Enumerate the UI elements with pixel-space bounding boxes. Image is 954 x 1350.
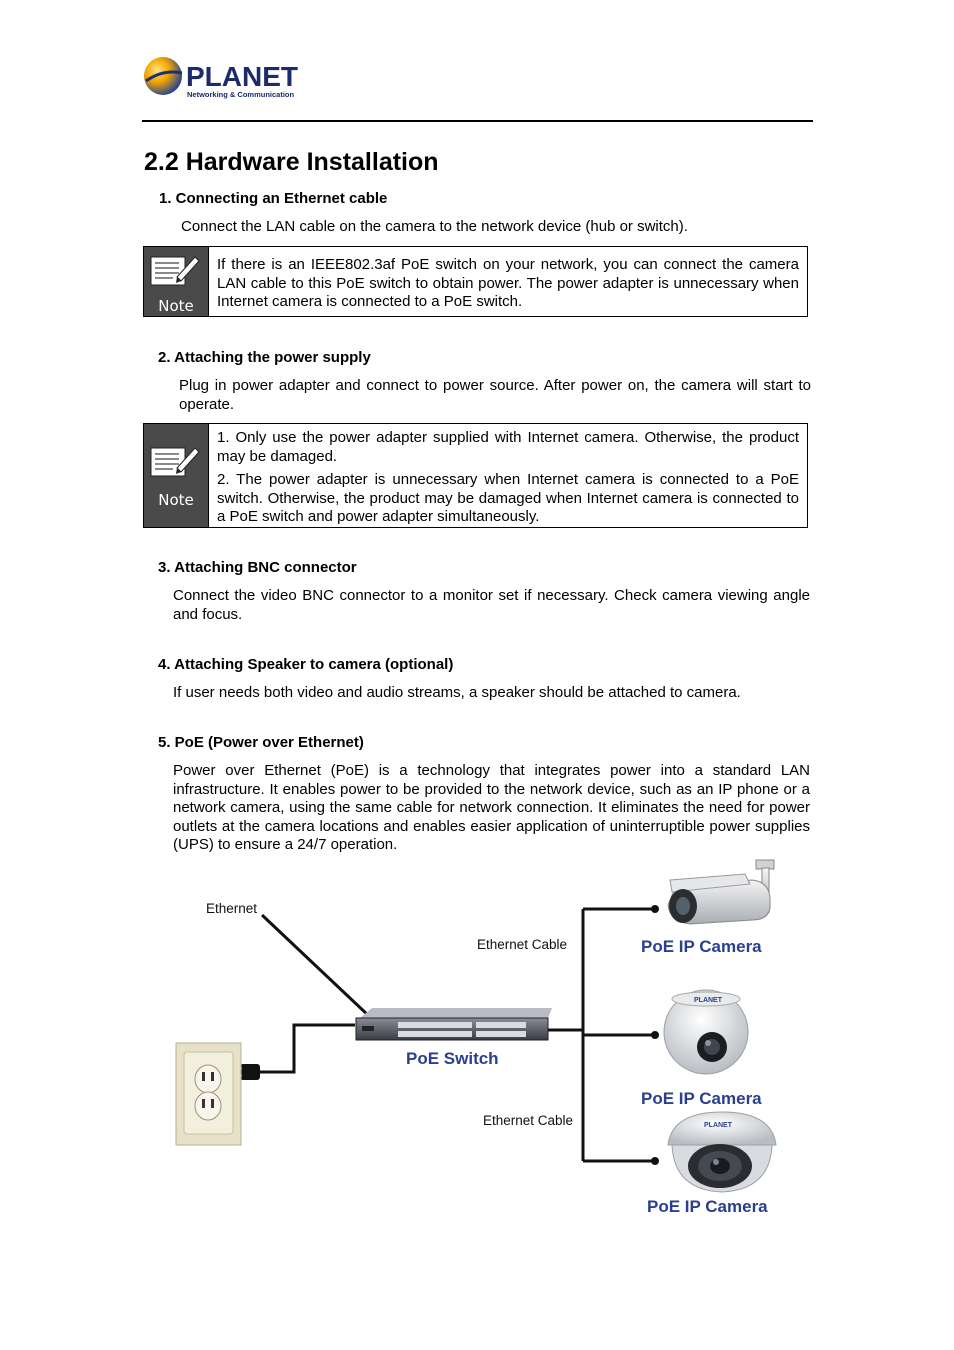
header-divider (142, 120, 813, 122)
note-box-1 (143, 246, 808, 317)
section-1-heading: 1. Connecting an Ethernet cable (159, 190, 388, 207)
page-title: 2.2 Hardware Installation (144, 148, 439, 176)
ir-dome-camera-icon (668, 1112, 776, 1192)
camera-brand: PLANET (694, 997, 722, 1004)
brand-text: PLANET (186, 61, 298, 92)
section-5-heading: 5. PoE (Power over Ethernet) (158, 734, 364, 751)
camera-brand: PLANET (704, 1122, 732, 1129)
section-2-heading: 2. Attaching the power supply (158, 349, 371, 366)
section-2-body: Plug in power adapter and connect to power source. After power on, the camera will start to operate. (179, 377, 811, 413)
note-icon (144, 424, 209, 527)
note-label: Note (158, 297, 194, 315)
section-1-body: Connect the LAN cable on the camera to the network device (hub or switch). (181, 218, 688, 235)
planet-logo (142, 55, 312, 100)
section-3-body: Connect the video BNC connector to a monitor set if necessary. Check camera viewing angle and focus. (173, 587, 810, 623)
section-4-body: If user needs both video and audio streams, a speaker should be attached to camera. (173, 684, 741, 701)
note-icon (144, 247, 209, 316)
brand-tagline: Networking & Communication (187, 90, 295, 99)
power-cable (258, 1025, 355, 1072)
camera-2-label: PoE IP Camera (641, 1089, 762, 1108)
section-5-body: Power over Ethernet (PoE) is a technology that integrates power into a standard LAN infrastructure. It enables power to be provided to the network device, such as an IP phone or a network camera, using the same cable for network connection. It eliminates the need for power outlets at the camera locations and enables easier application of uninterruptible power supplies (UPS) to ensure a 24/7 operation. (173, 762, 810, 854)
ethernet-label: Ethernet (206, 901, 258, 916)
note-label: Note (158, 491, 194, 509)
note-box-2 (143, 423, 808, 528)
camera-1-label: PoE IP Camera (641, 937, 762, 956)
note-paragraph: If there is an IEEE802.3af PoE switch on your network, you can connect the camera LAN cable to this PoE switch to obtain power. The power adapter is unnecessary when Internet camera is connected to a PoE switch. (217, 256, 799, 311)
camera-3-label: PoE IP Camera (647, 1197, 768, 1216)
poe-switch-icon (356, 1008, 552, 1040)
note-paragraph: 2. The power adapter is unnecessary when Internet camera is connected to a PoE switch. Otherwise, the product may be damaged when Internet camera is connected to a PoE switch and power adapter simultaneously. (217, 471, 799, 526)
switch-label: PoE Switch (406, 1049, 499, 1068)
section-3-heading: 3. Attaching BNC connector (158, 559, 357, 576)
uplink-cable (262, 915, 370, 1017)
dome-camera-icon (664, 990, 748, 1074)
section-4-heading: 4. Attaching Speaker to camera (optional) (158, 656, 454, 673)
ethernet-cable-label-bottom: Ethernet Cable (483, 1113, 574, 1128)
note-text (209, 424, 807, 527)
ethernet-cable-label-top: Ethernet Cable (477, 937, 568, 952)
bullet-camera-icon (668, 860, 774, 924)
note-paragraph: 1. Only use the power adapter supplied with Internet camera. Otherwise, the product may be damaged. (217, 429, 799, 465)
note-text (209, 247, 807, 316)
poe-diagram (170, 855, 790, 1225)
wall-outlet (176, 1043, 241, 1145)
